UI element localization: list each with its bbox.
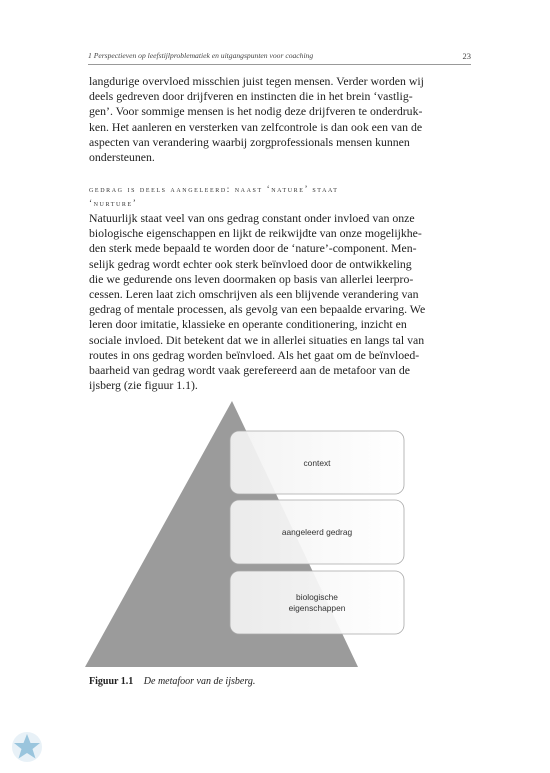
layer-label-aangeleerd-gedrag: aangeleerd gedrag [281, 527, 353, 537]
text-line: baarheid van gedrag wordt vaak gerefereerd aan de metafoor van de [89, 363, 410, 378]
text-line: sociale invloed. Dit betekent dat we in allerlei situaties en langs tal van [89, 332, 425, 347]
layer-box-biologische-eigenschappen [230, 571, 404, 634]
layer-label-biologische: biologische [296, 592, 338, 602]
star-logo-icon [10, 730, 44, 764]
text-line: ijsberg (zie figuur 1.1). [89, 378, 198, 393]
text-line: Natuurlijk staat veel van ons gedrag constant onder invloed van onze [89, 211, 415, 225]
text-line: gen’. Voor sommige mensen is het nodig deze drijfveren te onderdruk- [89, 104, 423, 119]
heading-line: gedrag is deels aangeleerd: naast ‘nature’ staat [89, 184, 339, 194]
layer-label-eigenschappen: eigenschappen [288, 603, 346, 613]
caption-text: De metafoor van de ijsberg. [143, 676, 256, 687]
text-line: den sterk mede bepaald te worden door de ‘nature’-component. Men- [89, 241, 417, 256]
text-line: ondersteunen. [89, 150, 155, 165]
text-line: gedrag of mentale processen, als gevolg van een bepaalde ervaring. We [89, 302, 426, 317]
layer-box-aangeleerd-gedrag [230, 500, 404, 564]
text-line: routes in ons gedrag worden beïnvloed. Als het gaat om de beïnvloed- [89, 347, 420, 362]
page-number: 23 [462, 51, 471, 61]
text-line: biologische eigenschappen en lijkt de reikwijdte van onze mogelijkhe- [89, 226, 422, 241]
text-line: ken. Het aanleren en versterken van zelfcontrole is dan ook een van de [89, 119, 423, 134]
text-line: aspecten van verandering waarbij zorgprofessionals mensen kunnen [89, 134, 410, 149]
caption-label: Figuur 1.1 [89, 676, 134, 687]
layer-box-context [230, 431, 404, 494]
text-line: leren door imitatie, klassieke en operante conditionering, inzicht en [89, 317, 407, 332]
running-title: 1 Perspectieven op leefstijlproblematiek en uitgangspunten voor coaching [88, 51, 314, 60]
text-line: langdurige overvloed misschien juist tegen mensen. Verder worden wij [89, 74, 424, 88]
text-line: selijk gedrag wordt echter ook sterk beïnvloed door de ontwikkeling [89, 256, 412, 271]
text-line: cessen. Leren laat zich omschrijven als een blijvende verandering van [89, 287, 419, 302]
layer-label-context: context [303, 458, 331, 468]
text-line: deels gedreven door drijfveren en instincten die in het brein ‘vastlig- [89, 89, 413, 104]
figure-caption [89, 676, 255, 687]
text-line: die we gedurende ons leven doormaken op basis van allerlei leerpro- [89, 271, 414, 286]
heading-line: ‘nurture’ [89, 197, 138, 208]
